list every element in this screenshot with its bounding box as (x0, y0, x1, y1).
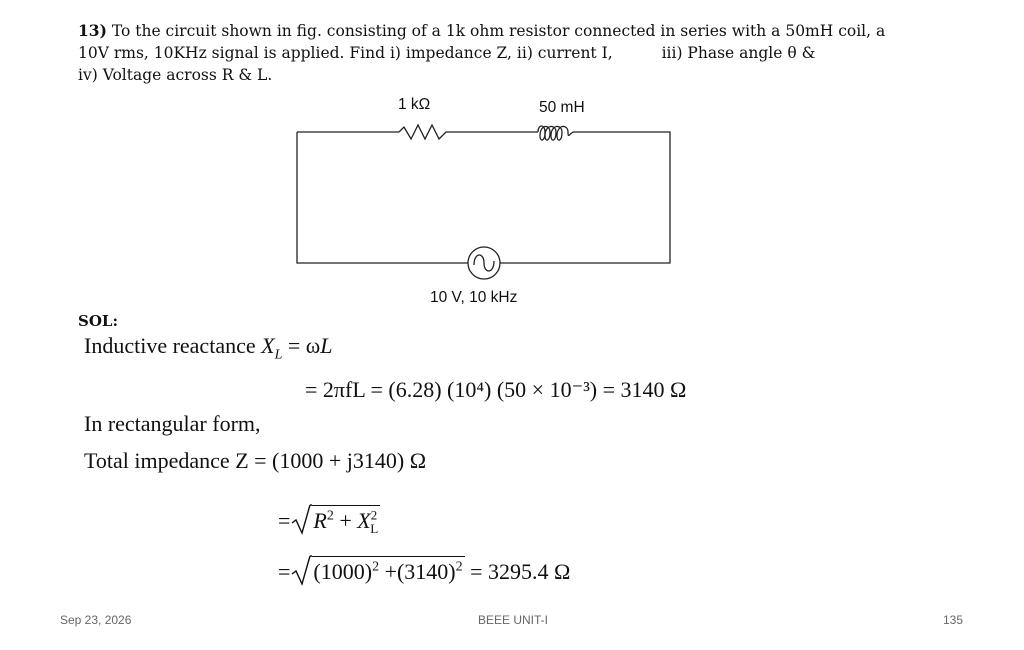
resistor-label: 1 kΩ (398, 96, 431, 113)
impedance-formula: = $R^2 + X^2_L$ (278, 503, 380, 537)
sqrt-sign (290, 554, 312, 588)
reactance-calculation: = 2πfL = (6.28) (10⁴) (50 × 10⁻³) = 3140 Ω (305, 377, 687, 402)
ac-source-wave (474, 255, 494, 271)
impedance-numeric: = $(1000)^2 +(3140)^2 = 3295.4$ Ω (278, 554, 570, 588)
total-impedance-expr: Z = (1000 + j3140) Ω (235, 448, 427, 473)
inductor-symbol (538, 126, 574, 140)
total-impedance-line (84, 448, 426, 474)
problem-text-tail: iii) Phase angle θ & (661, 44, 816, 62)
impedance-result: = 3295.4 Ω (470, 559, 571, 584)
source-label: 10 V, 10 kHz (430, 289, 518, 306)
problem-text: To the circuit shown in fig. consisting of a 1k ohm resistor connected in series with a 50mH coil, a 10V rms, 10KHz signal is applied. Find i) impedance Z, ii) current I, (78, 22, 886, 62)
rectangular-form-text: In rectangular form, (84, 411, 261, 436)
page-number: 135 (943, 613, 964, 627)
resistor-symbol (399, 125, 452, 139)
inductive-reactance-line: Inductive reactance $X_L = \omega L$ (84, 333, 333, 363)
problem-text-line3: iv) Voltage across R & L. (78, 66, 273, 84)
inductor-label: 50 mH (539, 99, 585, 116)
wire-right (500, 132, 670, 263)
wire-left (297, 132, 468, 263)
sqrt-sign (290, 503, 312, 537)
footer-date: Sep 23, 2026 (60, 613, 132, 627)
footer-course: BEEE UNIT-I (478, 613, 549, 627)
inductive-reactance-text: Inductive reactance (84, 333, 262, 358)
solution-label: SOL: (78, 312, 118, 330)
total-impedance-text: Total impedance (84, 448, 236, 473)
problem-number: 13) (78, 21, 107, 40)
